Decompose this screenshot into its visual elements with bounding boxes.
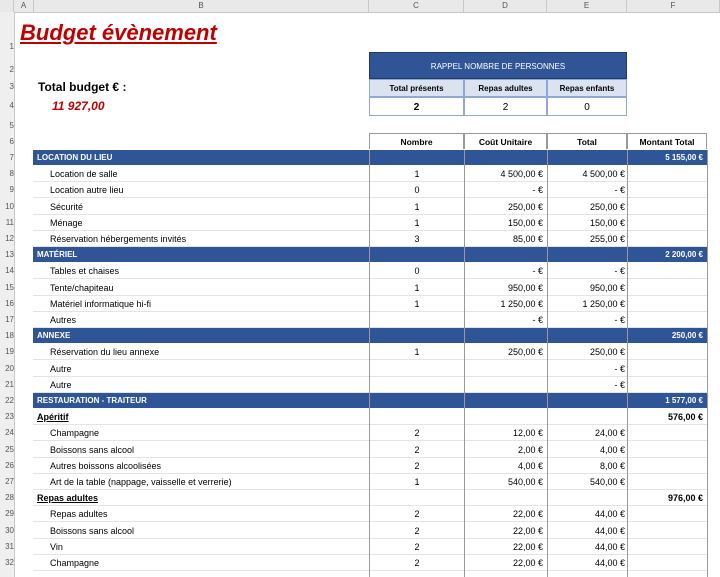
item-quantity[interactable]: 2 bbox=[414, 509, 420, 519]
section-amount: 250,00 € bbox=[671, 331, 703, 340]
item-label: Champagne bbox=[50, 558, 100, 568]
item-label: Vin bbox=[50, 542, 63, 552]
row-number[interactable]: 5 bbox=[9, 121, 14, 130]
column-border bbox=[547, 150, 548, 577]
total-budget-label: Total budget € : bbox=[38, 80, 127, 94]
item-label: Location autre lieu bbox=[50, 185, 124, 195]
column-border bbox=[369, 150, 370, 577]
row-number[interactable]: 8 bbox=[9, 169, 14, 179]
section-header bbox=[33, 393, 707, 408]
row-number[interactable]: 3 bbox=[9, 82, 14, 91]
subsection-row[interactable] bbox=[33, 490, 707, 506]
item-label: Autre bbox=[50, 364, 72, 374]
table-row[interactable] bbox=[33, 296, 707, 312]
row-number[interactable]: 31 bbox=[5, 541, 14, 551]
item-total[interactable]: 540,00 € bbox=[589, 477, 625, 487]
row-number[interactable]: 6 bbox=[9, 137, 14, 146]
section-header bbox=[33, 328, 707, 343]
rappel-header-total: Total présents bbox=[369, 79, 464, 97]
table-row[interactable] bbox=[33, 199, 707, 215]
item-total[interactable]: - € bbox=[614, 315, 625, 325]
table-row[interactable] bbox=[33, 377, 707, 393]
column-header[interactable]: C bbox=[369, 0, 464, 12]
subsection-row[interactable] bbox=[33, 409, 707, 425]
column-header[interactable]: F bbox=[627, 0, 720, 12]
item-quantity[interactable]: 2 bbox=[414, 428, 420, 438]
item-unit-cost[interactable]: 250,00 € bbox=[507, 347, 543, 357]
item-quantity[interactable]: 2 bbox=[414, 445, 420, 455]
item-total[interactable]: 24,00 € bbox=[594, 428, 625, 438]
item-unit-cost[interactable]: - € bbox=[532, 315, 543, 325]
table-row[interactable] bbox=[33, 231, 707, 247]
rappel-value-total[interactable]: 2 bbox=[369, 97, 464, 116]
section-label: RESTAURATION - TRAITEUR bbox=[37, 396, 147, 405]
table-row[interactable] bbox=[33, 539, 707, 555]
item-unit-cost[interactable]: 4 500,00 € bbox=[500, 169, 543, 179]
row-number[interactable]: 4 bbox=[9, 101, 14, 110]
row-divider bbox=[33, 440, 707, 441]
item-label: Champagne bbox=[50, 428, 100, 438]
item-quantity[interactable]: 1 bbox=[414, 283, 420, 293]
row-number[interactable]: 24 bbox=[5, 428, 14, 438]
select-all-corner[interactable] bbox=[0, 0, 14, 12]
item-label: Ménage bbox=[50, 218, 83, 228]
table-row[interactable] bbox=[33, 263, 707, 279]
item-unit-cost[interactable]: 150,00 € bbox=[507, 218, 543, 228]
item-total[interactable]: 4 500,00 € bbox=[582, 169, 625, 179]
row-number[interactable]: 13 bbox=[5, 250, 14, 260]
item-label: Apéritif bbox=[37, 412, 69, 422]
item-quantity[interactable]: 0 bbox=[414, 266, 420, 276]
column-border bbox=[707, 150, 708, 577]
item-total[interactable]: 4,00 € bbox=[599, 445, 625, 455]
column-header-bar bbox=[0, 0, 720, 13]
item-quantity[interactable]: 1 bbox=[414, 169, 420, 179]
item-quantity[interactable]: 2 bbox=[414, 542, 420, 552]
row-number[interactable]: 15 bbox=[5, 282, 14, 292]
item-total[interactable]: 255,00 € bbox=[589, 234, 625, 244]
table-row[interactable] bbox=[33, 458, 707, 474]
item-quantity[interactable]: 1 bbox=[414, 347, 420, 357]
row-number[interactable]: 19 bbox=[5, 347, 14, 357]
item-unit-cost[interactable]: 22,00 € bbox=[512, 526, 543, 536]
table-row[interactable] bbox=[33, 182, 707, 198]
section-amount: 5 155,00 € bbox=[665, 153, 703, 162]
row-divider bbox=[33, 521, 707, 522]
item-label: Autres boissons alcoolisées bbox=[50, 461, 162, 471]
row-number[interactable]: 32 bbox=[5, 558, 14, 567]
item-unit-cost[interactable]: 2,00 € bbox=[517, 445, 543, 455]
table-row[interactable] bbox=[33, 312, 707, 328]
rappel-header-enfants: Repas enfants bbox=[547, 79, 627, 97]
row-divider bbox=[33, 278, 707, 279]
table-row[interactable] bbox=[33, 506, 707, 522]
item-label: Boissons sans alcool bbox=[50, 526, 135, 536]
rappel-title: RAPPEL NOMBRE DE PERSONNES bbox=[369, 52, 627, 79]
section-amount: 2 200,00 € bbox=[665, 250, 703, 259]
rappel-value-adultes[interactable]: 2 bbox=[464, 97, 547, 116]
page-title: Budget évènement bbox=[20, 20, 217, 45]
item-total[interactable]: - € bbox=[614, 185, 625, 195]
row-number[interactable]: 22 bbox=[5, 396, 14, 405]
item-quantity[interactable]: 2 bbox=[414, 558, 420, 568]
row-number[interactable]: 1 bbox=[9, 42, 14, 51]
item-quantity[interactable]: 1 bbox=[414, 477, 420, 487]
row-number[interactable]: 28 bbox=[5, 493, 14, 503]
table-row[interactable] bbox=[33, 215, 707, 231]
item-unit-cost[interactable]: 12,00 € bbox=[512, 428, 543, 438]
section-label: ANNEXE bbox=[37, 331, 71, 340]
header-total: Total bbox=[547, 133, 627, 149]
table-row[interactable] bbox=[33, 166, 707, 182]
row-number[interactable]: 14 bbox=[5, 266, 14, 276]
item-unit-cost[interactable]: 22,00 € bbox=[512, 509, 543, 519]
item-unit-cost[interactable]: - € bbox=[532, 266, 543, 276]
header-nombre: Nombre bbox=[369, 133, 464, 149]
item-label: Repas adultes bbox=[50, 509, 108, 519]
item-total[interactable]: 8,00 € bbox=[599, 461, 625, 471]
item-label: Tables et chaises bbox=[50, 266, 120, 276]
item-total[interactable]: 950,00 € bbox=[589, 283, 625, 293]
row-number[interactable]: 29 bbox=[5, 509, 14, 519]
row-number[interactable]: 11 bbox=[5, 217, 14, 227]
table-row[interactable] bbox=[33, 523, 707, 539]
item-label: Réservation hébergements invités bbox=[50, 234, 187, 244]
rappel-header-adultes: Repas adultes bbox=[464, 79, 547, 97]
item-total[interactable]: 1 250,00 € bbox=[582, 299, 625, 309]
table-row[interactable] bbox=[33, 425, 707, 441]
row-number[interactable]: 18 bbox=[5, 331, 14, 341]
item-total[interactable]: 44,00 € bbox=[594, 558, 625, 568]
row-number[interactable]: 25 bbox=[5, 444, 14, 454]
row-number[interactable]: 16 bbox=[5, 298, 14, 308]
row-number[interactable]: 27 bbox=[5, 477, 14, 486]
item-label: Matériel informatique hi-fi bbox=[50, 299, 152, 309]
row-number[interactable]: 21 bbox=[5, 379, 14, 389]
item-label: Autre bbox=[50, 380, 72, 390]
item-unit-cost[interactable]: 4,00 € bbox=[517, 461, 543, 471]
table-row[interactable] bbox=[33, 361, 707, 377]
table-row[interactable] bbox=[33, 555, 707, 571]
table-row[interactable] bbox=[33, 344, 707, 360]
item-total[interactable]: 44,00 € bbox=[594, 526, 625, 536]
item-label: Boissons sans alcool bbox=[50, 445, 135, 455]
item-total[interactable]: 250,00 € bbox=[589, 202, 625, 212]
section-label: MATÉRIEL bbox=[37, 250, 78, 259]
table-row[interactable] bbox=[33, 474, 707, 490]
item-unit-cost[interactable]: 85,00 € bbox=[512, 234, 543, 244]
column-header[interactable]: B bbox=[34, 0, 369, 12]
item-quantity[interactable]: 0 bbox=[414, 185, 420, 195]
column-header[interactable]: D bbox=[464, 0, 547, 12]
item-label: Location de salle bbox=[50, 169, 118, 179]
row-number[interactable]: 7 bbox=[9, 153, 14, 162]
item-quantity[interactable]: 1 bbox=[414, 299, 420, 309]
item-quantity[interactable]: 1 bbox=[414, 218, 420, 228]
item-quantity[interactable]: 3 bbox=[414, 234, 420, 244]
item-total[interactable]: - € bbox=[614, 266, 625, 276]
row-number[interactable]: 23 bbox=[5, 412, 14, 422]
subsection-amount: 976,00 € bbox=[667, 493, 703, 503]
row-number[interactable]: 12 bbox=[5, 234, 14, 243]
table-row[interactable] bbox=[33, 280, 707, 296]
row-divider bbox=[33, 197, 707, 198]
row-number[interactable]: 2 bbox=[9, 65, 14, 74]
row-number[interactable]: 10 bbox=[5, 201, 14, 211]
section-amount: 1 577,00 € bbox=[665, 396, 703, 405]
item-unit-cost[interactable]: 1 250,00 € bbox=[500, 299, 543, 309]
item-unit-cost[interactable]: 250,00 € bbox=[507, 202, 543, 212]
column-border bbox=[464, 150, 465, 577]
header-montant-total: Montant Total bbox=[627, 133, 707, 149]
item-total[interactable]: 44,00 € bbox=[594, 509, 625, 519]
item-label: Sécurité bbox=[50, 202, 84, 212]
row-divider bbox=[33, 359, 707, 360]
row-number[interactable]: 9 bbox=[9, 185, 14, 195]
rappel-value-enfants[interactable]: 0 bbox=[547, 97, 627, 116]
item-unit-cost[interactable]: 950,00 € bbox=[507, 283, 543, 293]
item-label: Autres bbox=[50, 315, 77, 325]
table-row[interactable] bbox=[33, 442, 707, 458]
row-number[interactable]: 30 bbox=[5, 525, 14, 535]
item-label: Art de la table (nappage, vaisselle et verrerie) bbox=[50, 477, 232, 487]
item-quantity[interactable]: 1 bbox=[414, 202, 420, 212]
item-label: Tente/chapiteau bbox=[50, 283, 114, 293]
item-unit-cost[interactable]: 22,00 € bbox=[512, 542, 543, 552]
column-border bbox=[627, 150, 628, 577]
column-header[interactable]: E bbox=[547, 0, 627, 12]
item-total[interactable]: - € bbox=[614, 364, 625, 374]
row-divider bbox=[33, 570, 707, 571]
row-number[interactable]: 17 bbox=[5, 315, 14, 324]
row-number[interactable]: 26 bbox=[5, 460, 14, 470]
item-quantity[interactable]: 2 bbox=[414, 526, 420, 536]
item-total[interactable]: - € bbox=[614, 380, 625, 390]
section-header bbox=[33, 247, 707, 262]
item-label: Repas adultes bbox=[37, 493, 99, 503]
item-total[interactable]: 150,00 € bbox=[589, 218, 625, 228]
section-label: LOCATION DU LIEU bbox=[37, 153, 113, 162]
item-quantity[interactable]: 2 bbox=[414, 461, 420, 471]
column-header[interactable]: A bbox=[14, 0, 34, 12]
header-cout-unitaire: Coût Unitaire bbox=[464, 133, 547, 149]
total-budget-value[interactable]: 11 927,00 bbox=[52, 99, 105, 113]
subsection-amount: 576,00 € bbox=[667, 412, 703, 422]
item-total[interactable]: 44,00 € bbox=[594, 542, 625, 552]
item-total[interactable]: 250,00 € bbox=[589, 347, 625, 357]
item-unit-cost[interactable]: 22,00 € bbox=[512, 558, 543, 568]
item-label: Réservation du lieu annexe bbox=[50, 347, 160, 357]
row-number[interactable]: 20 bbox=[5, 363, 14, 373]
section-header bbox=[33, 150, 707, 165]
item-unit-cost[interactable]: 540,00 € bbox=[507, 477, 543, 487]
item-unit-cost[interactable]: - € bbox=[532, 185, 543, 195]
